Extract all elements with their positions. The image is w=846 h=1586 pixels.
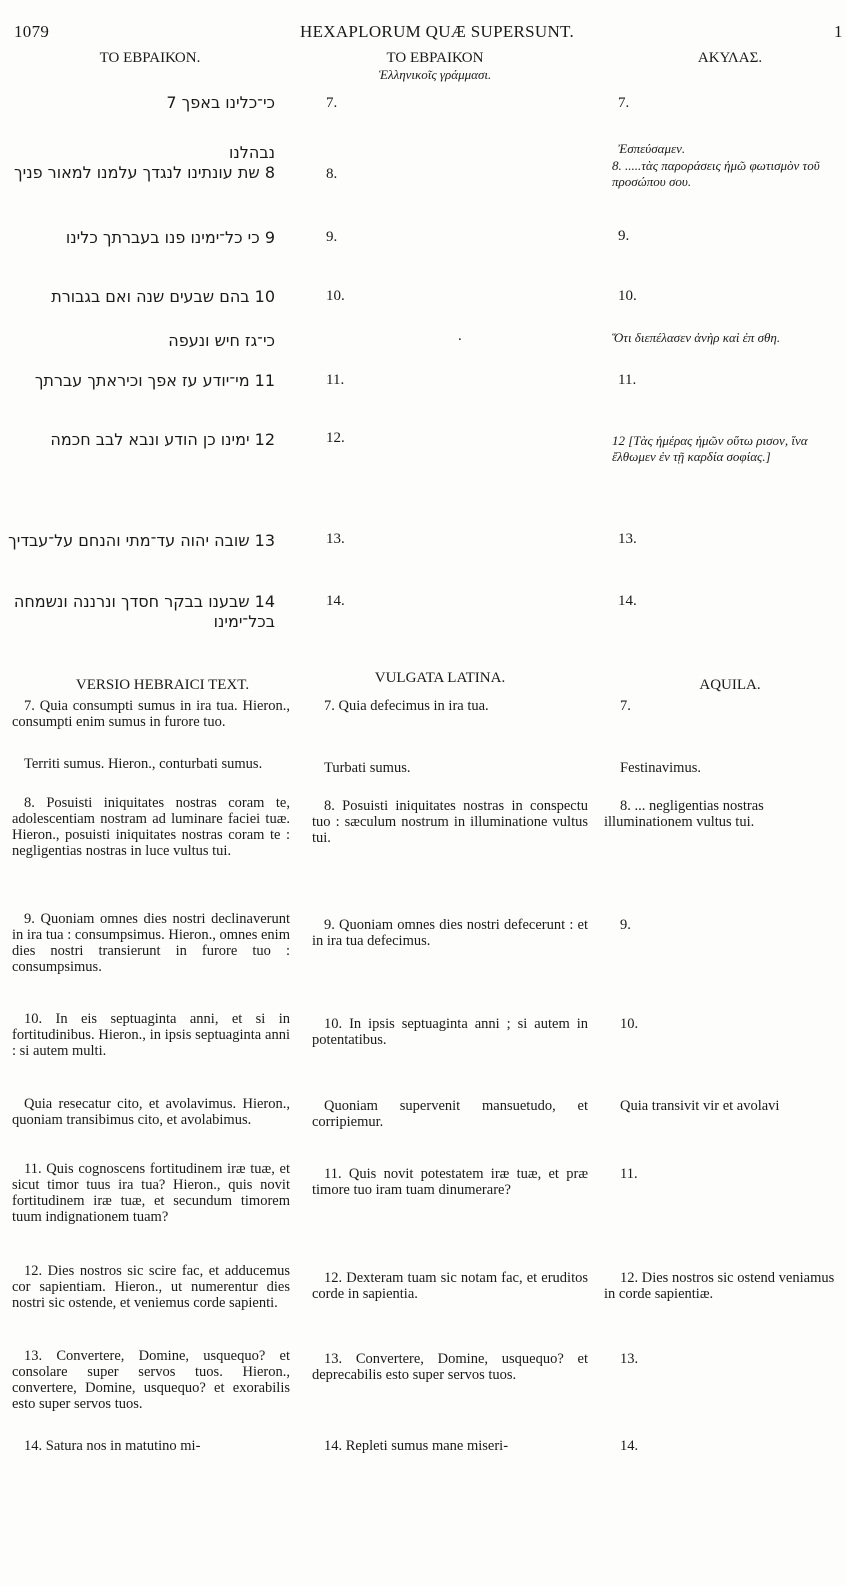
greek-line: 13. bbox=[618, 531, 637, 547]
hebrew-line: 14 שבענו בבקר חסדך ונרננה ונשמחה בכל־ימינו bbox=[13, 592, 275, 631]
translit-number: 14. bbox=[326, 593, 345, 609]
greek-line: 12 [Τὰς ἡμέρας ἡμῶν οὕτω ρισον, ἵνα ἔλθωμεν ἐν τῇ καρδία σοφίας.] bbox=[612, 433, 808, 464]
aquila-latin-line: 9. bbox=[620, 917, 631, 933]
versio-paragraph: 8. Posuisti iniquitates nostras coram te, adolescentiam nostram ad luminare faciei tuæ. Hieron., posuisti iniquitates nostras coram te : negligentias nostras in luce vultus tui. bbox=[12, 795, 290, 859]
aquila-latin-line: 10. bbox=[620, 1016, 639, 1032]
versio-paragraph: 12. Dies nostros sic scire fac, et adducemus cor sapientiam. Hieron., ut numerentur dies nostri sic ostende, et veniemus corde sapienti. bbox=[12, 1263, 290, 1311]
col-head-versio: VERSIO HEBRAICI TEXT. bbox=[75, 677, 250, 693]
vulgata-paragraph: 9. Quoniam omnes dies nostri defecerunt : et in ira tua defecimus. bbox=[312, 917, 588, 949]
hebrew-line: נבהלנו bbox=[229, 143, 275, 162]
vulgata-paragraph: Turbati sumus. bbox=[324, 760, 411, 776]
translit-number: 9. bbox=[326, 229, 338, 245]
col-head-translit-sub: Ἑλληνικοῖς γράμμασι. bbox=[378, 67, 492, 82]
hebrew-line: כי־גז חיש ונעפה bbox=[168, 331, 275, 350]
greek-line: 11. bbox=[618, 372, 637, 388]
translit-number: 13. bbox=[326, 531, 345, 547]
versio-paragraph: Territi sumus. Hieron., conturbati sumus. bbox=[24, 756, 263, 772]
vulgata-paragraph: 7. Quia defecimus in ira tua. bbox=[324, 698, 489, 714]
greek-line: Ὅτι διεπέλασεν ἀνὴρ καὶ ἐπ σθη. bbox=[612, 330, 781, 345]
col-head-hebrew: ΤΟ ΕΒΡΑΙΚΟΝ. bbox=[99, 50, 201, 66]
translit-number: 12. bbox=[326, 430, 345, 446]
versio-paragraph: 9. Quoniam omnes dies nostri declinaverunt in ira tua : consumpsimus. Hieron., omnes enim dies nostri transierunt in furore tuo : consumpsimus. bbox=[12, 911, 290, 975]
translit-number: 7. bbox=[326, 95, 338, 111]
hebrew-line: 11 מי־יודע עז אפך וכיראתך עברתך bbox=[34, 371, 275, 390]
aquila-latin-line: 13. bbox=[620, 1351, 639, 1367]
aquila-latin-line: Festinavimus. bbox=[620, 760, 701, 776]
running-title: HEXAPLORUM QUÆ SUPERSUNT. bbox=[300, 22, 575, 41]
greek-line: Ἐσπεύσαμεν. bbox=[618, 141, 686, 156]
page-edge-number: 1 bbox=[834, 22, 843, 41]
vulgata-paragraph: 13. Convertere, Domine, usquequo? et deprecabilis esto super servos tuos. bbox=[312, 1351, 588, 1383]
greek-line: 10. bbox=[618, 288, 637, 304]
greek-line: 14. bbox=[618, 593, 637, 609]
versio-paragraph: 11. Quis cognoscens fortitudinem iræ tuæ, et sicut timor tuus ira tua? Hieron., quis novit fortitudinem iræ tuæ, et secundum timorem tuum indignationem tuam? bbox=[12, 1161, 290, 1225]
vulgata-paragraph: 14. Repleti sumus mane miseri- bbox=[324, 1438, 509, 1454]
hebrew-line: 8 שת עונתינו לנגדך עלמנו למאור פניך bbox=[14, 163, 275, 182]
vulgata-paragraph: 8. Posuisti iniquitates nostras in conspectu tuo : sæculum nostrum in illuminatione vultus tui. bbox=[312, 798, 588, 846]
greek-line: 7. bbox=[618, 95, 630, 111]
versio-paragraph: Quia resecatur cito, et avolavimus. Hieron., quoniam transibimus cito, et avolabimus. bbox=[12, 1096, 290, 1128]
translit-number: 10. bbox=[326, 288, 345, 304]
translit-dot: . bbox=[458, 328, 462, 344]
versio-paragraph: 10. In eis septuaginta anni, et si in fortitudinibus. Hieron., in ipsis septuaginta anni : si autem multi. bbox=[12, 1011, 290, 1059]
col-head-aquila-latin: AQUILA. bbox=[699, 677, 761, 693]
versio-paragraph: 14. Satura nos in matutino mi- bbox=[24, 1438, 201, 1454]
aquila-latin-line: 11. bbox=[620, 1166, 638, 1182]
aquila-latin-line: Quia transivit vir et avolavi bbox=[620, 1098, 780, 1114]
vulgata-paragraph: 10. In ipsis septuaginta anni ; si autem in potentatibus. bbox=[312, 1016, 588, 1048]
greek-line: 8. .....τὰς παροράσεις ἡμῶ φωτισμὸν τοῦ προσώπου σου. bbox=[612, 158, 820, 189]
translit-number: 11. bbox=[326, 372, 345, 388]
versio-paragraph: 7. Quia consumpti sumus in ira tua. Hieron., consumpti enim sumus in furore tuo. bbox=[12, 698, 290, 730]
vulgata-paragraph: 12. Dexteram tuam sic notam fac, et eruditos corde in sapientia. bbox=[312, 1270, 588, 1302]
hebrew-line: 9 כי כל־ימינו פנו בעברתך כלינו bbox=[65, 228, 275, 247]
hebrew-line: 10 בהם שבעים שנה ואם בגבורת bbox=[51, 287, 275, 306]
vulgata-paragraph: Quoniam supervenit mansuetudo, et corripiemur. bbox=[312, 1098, 588, 1130]
col-head-vulgata: VULGATA LATINA. bbox=[374, 670, 506, 686]
translit-number: 8. bbox=[326, 166, 338, 182]
col-head-aquila-greek: ΑΚΥΛΑΣ. bbox=[697, 50, 763, 66]
hebrew-line: 13 שובה יהוה עד־מתי והנחם על־עבדיך bbox=[8, 531, 275, 550]
aquila-latin-line: 14. bbox=[620, 1438, 639, 1454]
greek-line: 9. bbox=[618, 228, 630, 244]
vulgata-paragraph: 11. Quis novit potestatem iræ tuæ, et præ timore tuo iram tuam dinumerare? bbox=[312, 1166, 588, 1198]
page-number: 1079 bbox=[14, 22, 50, 41]
hebrew-line: 12 ימינו כן הודע ונבא לבב חכמה bbox=[50, 430, 275, 449]
versio-paragraph: 13. Convertere, Domine, usquequo? et consolare super servos tuos. Hieron., convertere, Domine, usquequo? et exorabilis esto super servos tuos. bbox=[12, 1348, 290, 1412]
col-head-translit: ΤΟ ΕΒΡΑΙΚΟΝ bbox=[386, 50, 484, 66]
aquila-latin-line: 12. Dies nostros sic ostend veniamus in corde sapientiæ. bbox=[604, 1270, 835, 1302]
aquila-latin-line: 7. bbox=[620, 698, 631, 714]
hebrew-line: כי־כלינו באפך 7 bbox=[166, 93, 275, 112]
aquila-latin-line: 8. ... negligentias nostras illuminationem vultus tui. bbox=[604, 798, 764, 830]
